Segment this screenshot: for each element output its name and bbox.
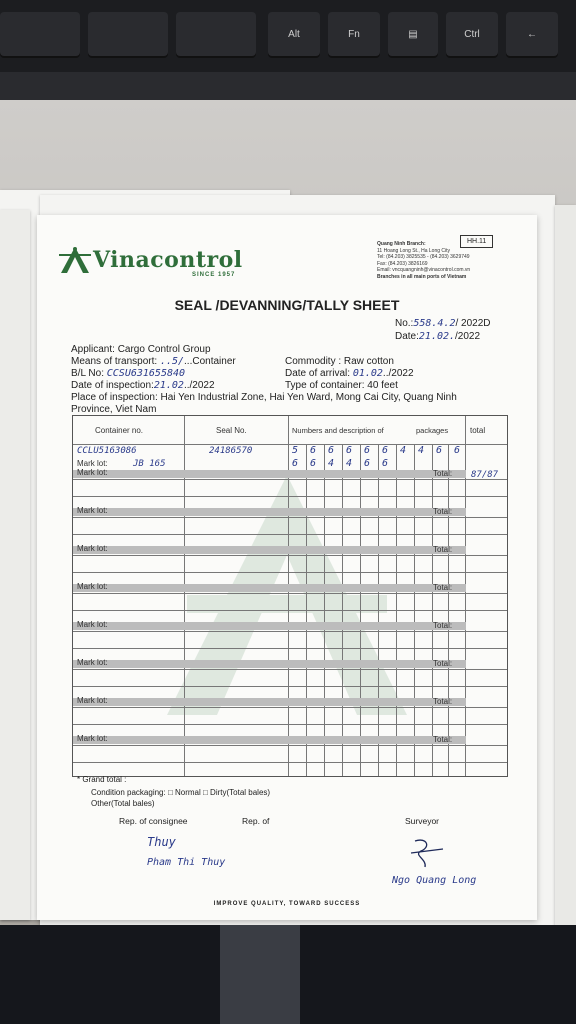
surveyor-label: Surveyor (405, 816, 440, 826)
date-of-inspection (71, 380, 215, 391)
row-divider (73, 610, 507, 611)
key-menu: ▤ (388, 12, 438, 56)
row-divider (73, 534, 507, 535)
signature-left-2: Pham Thi Thuy (147, 857, 226, 868)
form-code: HH.11 (460, 235, 493, 248)
means-suffix: ...Container (184, 356, 236, 367)
package-digit: 4 (400, 445, 407, 456)
row-divider (73, 648, 507, 649)
container-type: Type of container: 40 feet (285, 380, 398, 391)
row-divider (73, 496, 507, 497)
package-digit: 6 (328, 445, 335, 456)
branch-title: Quang Ninh Branch: (377, 241, 426, 247)
package-digit: 5 (292, 445, 299, 456)
key (0, 12, 80, 56)
mark-lot-label: Mark lot: (77, 544, 108, 553)
bl-label: B/L No: (71, 368, 107, 379)
package-digit: 6 (454, 445, 461, 456)
package-digit: 6 (436, 445, 443, 456)
condition-packaging: Condition packaging: □ Normal □ Dirty(Total bales) (91, 788, 271, 797)
knee (220, 925, 300, 1024)
row-divider (73, 669, 507, 670)
means-value: ..5/ (159, 356, 185, 367)
date-suffix: /2022 (455, 331, 481, 342)
package-digit: 6 (346, 445, 353, 456)
date-value: 21.02. (418, 331, 456, 342)
tally-sheet-document (37, 215, 537, 920)
branch-line: 11 Hoang Long St., Ha Long City (377, 247, 451, 254)
back-paper (0, 210, 30, 920)
no-suffix: / 2022D (455, 318, 491, 329)
row-divider (73, 762, 507, 763)
col-header-numbers: Numbers and description of (292, 426, 384, 435)
branch-line: Tel: (84.203) 3825535 - (84.203) 3629749 (377, 254, 470, 260)
mark-lot-label: Mark lot: (77, 658, 108, 667)
signature-right: Ngo Quang Long (392, 875, 477, 886)
document-number (395, 318, 491, 329)
mark-lot-label: Mark lot: (77, 734, 108, 743)
row-divider (73, 593, 507, 594)
brand-name: Vinacontrol (93, 247, 243, 273)
key (88, 12, 168, 56)
arrival-suffix: ../2022 (382, 368, 414, 379)
row1-seal-no: 24186570 (209, 446, 253, 456)
branch-info (377, 241, 527, 280)
brand-logo (57, 245, 243, 275)
row1-total: 87/87 (471, 470, 499, 480)
row-divider (73, 479, 507, 480)
applicant: Applicant: Cargo Control Group (71, 344, 211, 355)
total-band (73, 584, 466, 592)
arrival-label: Date of arrival: (285, 368, 353, 379)
total-band (73, 622, 466, 630)
document-date (395, 331, 480, 342)
province: Province, Viet Nam (71, 404, 157, 415)
package-digit: 6 (292, 458, 299, 469)
mark-lot-label: Mark lot: (77, 620, 108, 629)
package-digit: 4 (346, 458, 353, 469)
mark-lot-label: Mark lot: (77, 468, 108, 477)
package-digit: 6 (310, 458, 317, 469)
branch-line: Email: vncquangninh@vinacontrol.com.vn (377, 267, 471, 273)
col-header-seal: Seal No. (216, 426, 247, 435)
key-fn: Fn (328, 12, 380, 56)
rep-consignee-label: Rep. of consignee (119, 816, 188, 826)
key-alt: Alt (268, 12, 320, 56)
means-label: Means of transport: (71, 356, 160, 367)
col-header-total: total (470, 426, 486, 435)
no-value: 558.4.2 (413, 318, 456, 329)
total-label: Total: (433, 583, 453, 592)
total-label: Total: (433, 469, 453, 478)
row-divider (73, 631, 507, 632)
tally-table (72, 415, 508, 777)
row1-container-no: CCLU5163086 (77, 446, 137, 456)
other-bales: Other(Total bales) (91, 799, 155, 808)
package-digit: 6 (364, 445, 371, 456)
mark-lot-label: Mark lot: (77, 582, 108, 591)
row-divider (73, 572, 507, 573)
package-digit: 6 (364, 458, 371, 469)
package-digit: 6 (382, 458, 389, 469)
keyboard (0, 0, 576, 100)
row-divider (73, 555, 507, 556)
total-band (73, 736, 466, 744)
row1-mark-value: JB 165 (133, 459, 166, 469)
col-header-container: Container no. (95, 426, 144, 435)
total-band (73, 546, 466, 554)
commodity: Commodity : Raw cotton (285, 356, 394, 367)
mark-lot-label: Mark lot: (77, 506, 108, 515)
branch-line: Fax: (84.203) 3826169 (377, 260, 428, 267)
signature-left-1: Thuy (147, 835, 176, 849)
total-band (73, 470, 466, 478)
brand-since: SINCE 1957 (192, 272, 236, 278)
row-divider (73, 707, 507, 708)
surveyor-signature-mark (407, 837, 447, 869)
package-digit: 4 (418, 445, 425, 456)
total-band (73, 508, 466, 516)
date-of-arrival (285, 368, 414, 379)
package-digit: 6 (310, 445, 317, 456)
row-divider (73, 724, 507, 725)
arrival-value: 01.02 (352, 368, 383, 379)
inspection-value: 21.02 (153, 380, 184, 391)
total-label: Total: (433, 507, 453, 516)
row-divider (73, 745, 507, 746)
branch-note: Branches in all main ports of Vietnam (377, 273, 467, 280)
col-header-packages: packages (416, 426, 449, 435)
page-title: SEAL /DEVANNING/TALLY SHEET (174, 297, 400, 313)
bl-number (71, 368, 185, 379)
key-left-arrow: ← (506, 12, 558, 56)
total-label: Total: (433, 659, 453, 668)
keyboard-edge (0, 72, 576, 102)
place-of-inspection: Place of inspection: Hai Yen Industrial Zone, Hai Yen Ward, Mong Cai City, Quang Ninh (71, 392, 457, 403)
key (176, 12, 256, 56)
total-label: Total: (433, 621, 453, 630)
mark-lot-label: Mark lot: (77, 696, 108, 705)
rep-of-label: Rep. of (242, 816, 270, 826)
date-label: Date: (395, 331, 419, 342)
back-paper (555, 205, 576, 945)
inspection-label: Date of inspection: (71, 380, 154, 391)
total-label: Total: (433, 697, 453, 706)
package-digit: 6 (382, 445, 389, 456)
no-label: No.: (395, 318, 414, 329)
inspection-suffix: ../2022 (183, 380, 215, 391)
mark-lot-label: Mark lot: (77, 459, 108, 468)
key-ctrl: Ctrl (446, 12, 498, 56)
footer-slogan: IMPROVE QUALITY, TOWARD SUCCESS (213, 901, 361, 907)
total-band (73, 660, 466, 668)
total-label: Total: (433, 545, 453, 554)
scales-icon (57, 245, 93, 275)
total-label: Total: (433, 735, 453, 744)
total-band (73, 698, 466, 706)
means-of-transport (71, 356, 236, 367)
bl-value: CCSU631655840 (106, 368, 186, 379)
row-divider (73, 686, 507, 687)
grand-total: * Grand total : (77, 775, 127, 784)
row-divider (73, 517, 507, 518)
package-digit: 4 (328, 458, 335, 469)
